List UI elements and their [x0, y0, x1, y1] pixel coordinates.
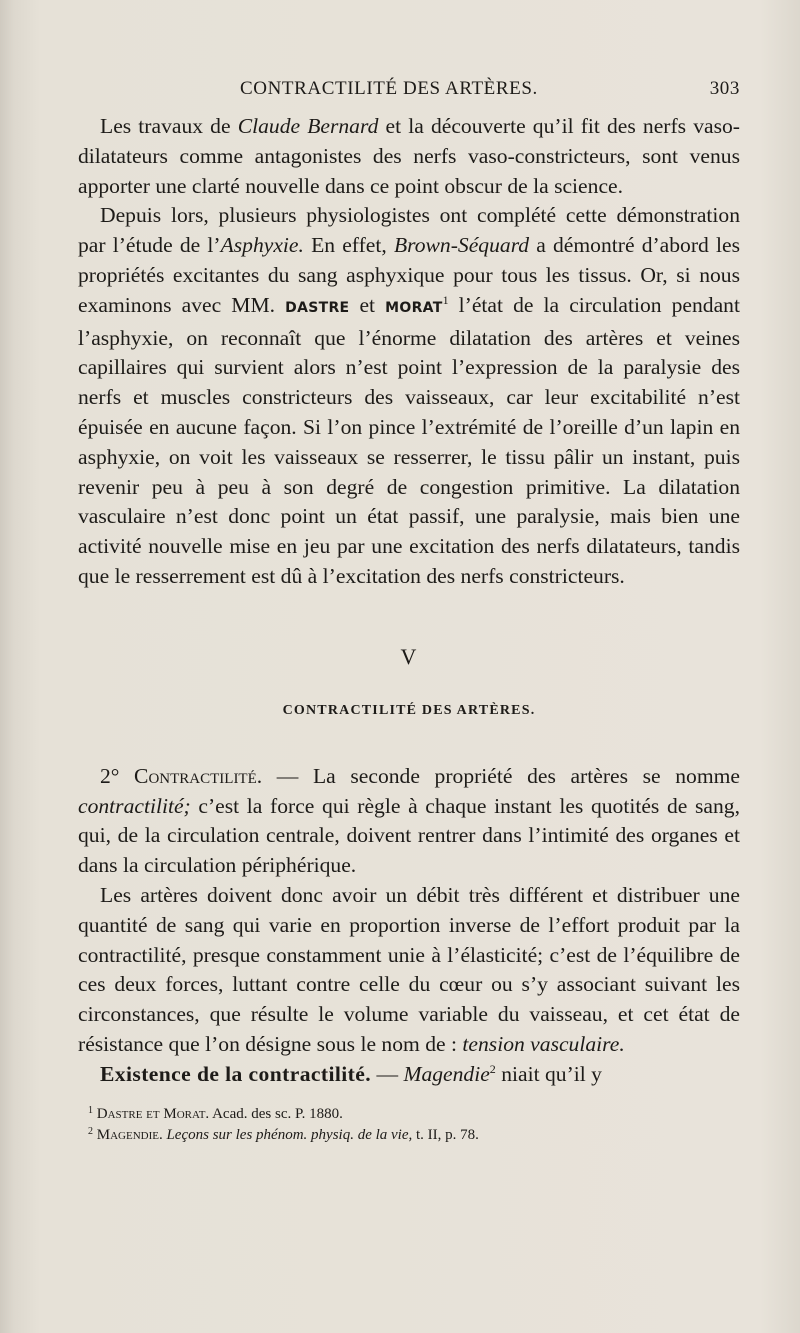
footnote-authors: Magendie.: [96, 1126, 163, 1143]
running-head: [78, 78, 740, 104]
paragraph-5: [78, 1060, 740, 1090]
footnote-mark: 1: [88, 1104, 93, 1116]
footnote-mark: 2: [88, 1125, 93, 1137]
footnote-2: [78, 1125, 740, 1146]
author-name-caps: MORAT: [385, 299, 443, 316]
text-run: 2°: [100, 763, 135, 788]
text-run: et la découverte qu’il fit des nerfs vaso-dilatateurs comme antagonistes des nerfs vaso-constricteurs, sont venus apporter une clarté nouvelle dans ce point obscur de la science.: [78, 114, 740, 198]
term-italic: Asphyxie.: [220, 233, 304, 258]
footnote-ref-2[interactable]: 2: [489, 1061, 496, 1076]
body-text: [78, 112, 740, 1090]
subheading-bold: Existence de la contractilité.: [100, 1061, 372, 1086]
text-run: c’est la force qui règle à chaque instant les quotités de sang, qui, de la circulation centrale, doivent rentrer dans l’intimité des organes et dans la circulation périphérique.: [78, 793, 740, 878]
text-run: Les artères doivent donc avoir un débit très différent et distribuer une quantité de sang qui varie en proportion inverse de l’effort produit par la contractilité, presque constamment unie à l’élasticité; c’est de l’équilibre de ces deux forces, luttant contre celle du cœur ou s’y associant suivant les circonstances, que résulte le volume variable du vaisseau, et cet état de résistance que l’on désigne sous le nom de :: [78, 882, 740, 1056]
text-run: niait qu’il y: [495, 1061, 602, 1086]
author-name-italic: Brown-Séquard: [393, 233, 530, 258]
text-run: Les travaux de: [100, 114, 238, 138]
term-italic: tension vasculaire.: [462, 1031, 625, 1056]
term-italic: contractilité;: [78, 793, 191, 818]
author-name-italic: Magendie: [403, 1061, 490, 1086]
footnote-authors: Dastre et Morat.: [96, 1105, 210, 1122]
text-run: En effet,: [303, 233, 394, 258]
paragraph-1: [78, 112, 740, 201]
footnote-1: [78, 1104, 740, 1125]
paragraph-2: [78, 201, 740, 591]
text-run: Depuis lors, plusieurs physiologistes ont complété cette démonstration par l’étude de l’: [78, 203, 740, 258]
footnotes: [78, 1104, 740, 1146]
subheading-smallcaps: Contractilité.: [134, 763, 263, 788]
text-run: l’état de la circulation pendant l’asphyxie, on reconnaît que l’énorme dilatation des artères et veines capillaires qui survient alors n’est point l’expression de la paralysie des nerfs et muscles constricteurs des vaisseaux, car leur excitabilité n’est épuisée en aucune façon. Si l’on pince l’extrémité de l’oreille d’un lapin en asphyxie, on voit les vaisseaux se resserrer, le tissu pâlir un instant, puis revenir peu à peu à son degré de congestion primitive. La dilatation vasculaire n’est donc point un état passif, une paralysie, mais bien une activité nouvelle mise en jeu par une excitation des nerfs dilatateurs, tandis que le resserrement est dû à l’excitation des nerfs constricteurs.: [78, 292, 740, 588]
text-run: — La seconde propriété des artères se nomme: [262, 763, 740, 788]
footnote-title-italic: Leçons sur les phénom. physiq. de la vie,: [162, 1126, 413, 1143]
running-head-title: CONTRACTILITÉ DES ARTÈRES.: [240, 78, 538, 99]
author-name-italic: Claude Bernard: [237, 114, 379, 138]
footnote-text: Acad. des sc. P. 1880.: [209, 1105, 343, 1122]
footnote-ref-1[interactable]: 1: [442, 292, 449, 307]
paragraph-4: [78, 881, 740, 1060]
text-run: a démontré d’abord les propriétés excitantes du sang asphyxique pour tous les tissus. Or, si nous examinons avec MM.: [78, 233, 740, 317]
author-name-caps: DASTRE: [285, 299, 350, 316]
section-number: V: [400, 643, 418, 669]
section-title: CONTRACTILITÉ DES ARTÈRES.: [282, 702, 536, 718]
footnote-text: t. II, p. 78.: [412, 1126, 479, 1143]
text-run: et: [349, 292, 386, 317]
paragraph-3: [78, 762, 740, 881]
page-number: 303: [709, 78, 740, 99]
text-run: —: [371, 1061, 404, 1086]
section-heading: [78, 642, 740, 716]
book-page: [78, 78, 740, 1146]
